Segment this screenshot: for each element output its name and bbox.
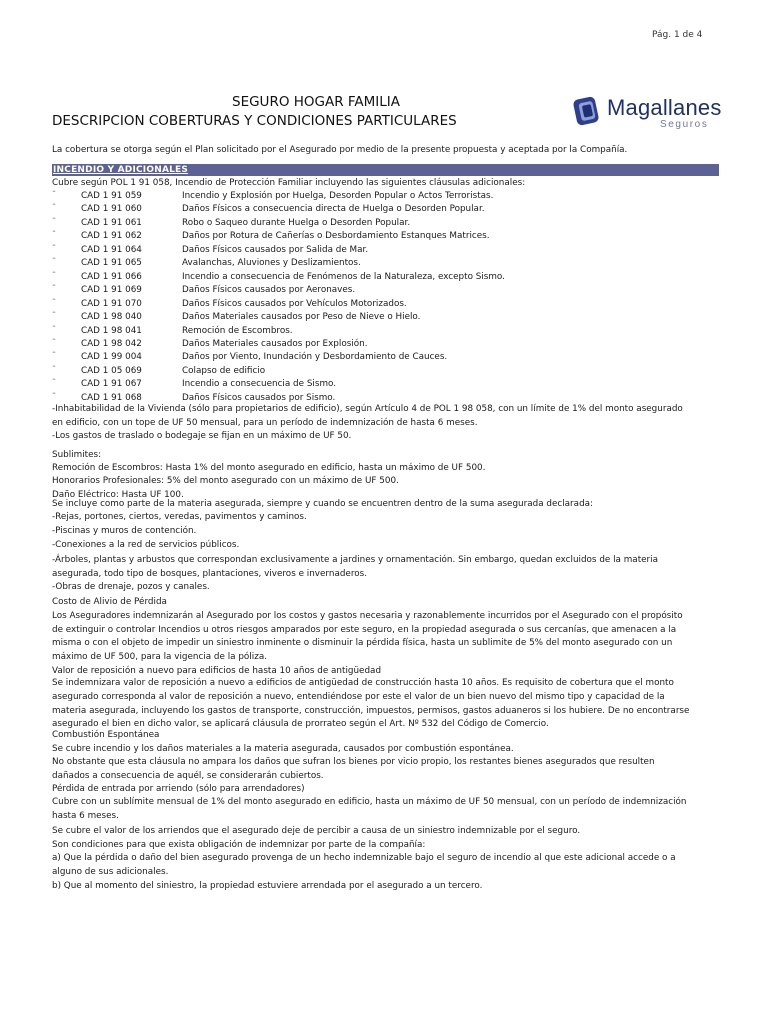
- clause-description: Avalanchas, Aluviones y Deslizamientos.: [182, 258, 361, 269]
- clause-code: CAD 1 98 042: [81, 338, 142, 349]
- bullet-icon: ¨: [52, 203, 56, 213]
- body-line: -Inhabitabilidad de la Vivienda (sólo para propietarios de edificio), según Artículo 4 de POL 1 98 058, con un límite de 1% del monto asegurado: [52, 404, 683, 414]
- body-line: Honorarios Profesionales: 5% del monto asegurado con un máximo de UF 500.: [52, 476, 399, 486]
- body-line: materia asegurada, incluyendo los gastos de transporte, construcción, impuestos, permisos, gastos aduaneros si los hubiere. De no encontrarse: [52, 706, 690, 716]
- body-line: Valor de reposición a nuevo para edificios de hasta 10 años de antigüedad: [52, 666, 382, 676]
- body-line: misma o con el objeto de impedir un siniestro inminente o disminuir la pérdida física, hasta un sublimite de 5% del monto asegurado con un: [52, 638, 673, 648]
- body-line: No obstante que esta cláusula no ampara los daños que sufran los bienes por vicio propio, los restantes bienes asegurados que resulten: [52, 757, 655, 767]
- clause-description: Incendio a consecuencia de Fenómenos de la Naturaleza, excepto Sismo.: [182, 271, 505, 282]
- clause-code: CAD 1 91 062: [81, 231, 142, 242]
- body-line: asegurado corresponda al valor de reposición a nuevo, entendiéndose por este el valor de un bien nuevo del mismo tipo y capacidad de la: [52, 692, 665, 702]
- body-line: máximo de UF 500, para la vigencia de la póliza.: [52, 652, 268, 662]
- bullet-icon: ¨: [52, 324, 56, 334]
- bullet-icon: ¨: [52, 297, 56, 307]
- clause-description: Daños Físicos causados por Salida de Mar.: [182, 244, 369, 255]
- clause-description: Daños Físicos a consecuencia directa de Huelga o Desorden Popular.: [182, 204, 485, 215]
- bullet-icon: ¨: [52, 351, 56, 361]
- clause-code: CAD 1 91 065: [81, 258, 142, 269]
- body-line: a) Que la pérdida o daño del bien asegurado provenga de un hecho indemnizable bajo el seguro de incendio al que este adicional accede o a: [52, 853, 676, 863]
- clause-description: Daños Materiales causados por Explosión.: [182, 338, 368, 349]
- clause-code: CAD 1 98 041: [81, 325, 142, 336]
- clause-description: Colapso de edificio: [182, 365, 266, 376]
- clause-code: CAD 1 91 059: [81, 191, 142, 201]
- magallanes-logo-icon: [572, 95, 602, 129]
- clause-code: CAD 1 98 040: [81, 312, 142, 323]
- body-line: b) Que al momento del siniestro, la propiedad estuviere arrendada por el asegurado a un tercero.: [52, 881, 483, 891]
- clause-description: Daños Físicos causados por Sismo.: [182, 392, 336, 403]
- logo-name: Magallanes: [607, 95, 722, 120]
- clause-code: CAD 1 91 068: [81, 392, 142, 403]
- body-line: -Los gastos de traslado o bodegaje se fijan en un máximo de UF 50.: [52, 431, 352, 441]
- body-line: hasta 6 meses.: [52, 811, 119, 821]
- body-line: Se cubre incendio y los daños materiales a la materia asegurada, causados por combustión espontánea.: [52, 744, 514, 754]
- clause-description: Daños Físicos causados por Aeronaves.: [182, 285, 356, 296]
- clause-description: Robo o Saqueo durante Huelga o Desorden Popular.: [182, 217, 411, 228]
- bullet-icon: ¨: [52, 337, 56, 347]
- intro-text: La cobertura se otorga según el Plan solicitado por el Asegurado por medio de la presente propuesta y aceptada por la Compañía.: [52, 145, 628, 155]
- bullet-icon: ¨: [52, 284, 56, 294]
- clause-code: CAD 1 91 066: [81, 271, 142, 282]
- body-line: -Conexiones a la red de servicios públicos.: [52, 540, 240, 550]
- body-line: en edificio, con un tope de UF 50 mensual, para un período de indemnización de hasta 6 meses.: [52, 418, 478, 428]
- clause-description: Incendio y Explosión por Huelga, Desorden Popular o Actos Terroristas.: [182, 191, 494, 201]
- body-line: Daño Eléctrico: Hasta UF 100.: [52, 490, 184, 500]
- body-line: -Obras de drenaje, pozos y canales.: [52, 582, 210, 592]
- body-line: Son condiciones para que exista obligación de indemnizar por parte de la compañía:: [52, 840, 426, 850]
- body-line: -Árboles, plantas y arbustos que correspondan exclusivamente a jardines y ornamentación. Sin embargo, quedan excluidos de la materia: [52, 555, 659, 565]
- logo-subtitle: Seguros: [660, 119, 709, 130]
- clause-description: Daños Materiales causados por Peso de Nieve o Hielo.: [182, 312, 421, 323]
- body-line: Se indemnizara valor de reposición a nuevo a edificios de antigüedad de construcción hasta 10 años. Es requisito de cobertura que el monto: [52, 678, 674, 688]
- body-line: Los Aseguradores indemnizarán al Asegurado por los costos y gastos necesaria y razonablemente incurridos por el Asegurado con el propósito: [52, 611, 683, 621]
- document-subtitle: DESCRIPCION COBERTURAS Y CONDICIONES PARTICULARES: [52, 113, 457, 129]
- bullet-icon: ¨: [52, 190, 56, 199]
- body-line: Cubre con un sublímite mensual de 1% del monto asegurado en edificio, hasta un máximo de UF 50 mensual, con un período de indemnización: [52, 797, 687, 807]
- clause-description: Daños por Rotura de Cañerías o Desbordamiento Estanques Matrices.: [182, 231, 490, 242]
- body-line: de extinguir o controlar Incendios u otros riesgos amparados por este seguro, en la propiedad asegurada o sus cercanías, que amenacen a la: [52, 625, 677, 635]
- clause-code: CAD 1 91 061: [81, 217, 142, 228]
- bullet-icon: ¨: [52, 391, 56, 401]
- bullet-icon: ¨: [52, 230, 56, 240]
- body-line: asegurado el bien en dicho valor, se aplicará cláusula de prorrateo según el Art. Nº 532 del Código de Comercio.: [52, 719, 549, 729]
- body-line: -Piscinas y muros de contención.: [52, 526, 197, 536]
- body-line: Combustión Espontánea: [52, 730, 160, 740]
- clause-code: CAD 1 05 069: [81, 365, 142, 376]
- clause-description: Remoción de Escombros.: [182, 325, 293, 336]
- clause-description: Daños Físicos causados por Vehículos Motorizados.: [182, 298, 407, 309]
- cover-line: Cubre según POL 1 91 058, Incendio de Protección Familiar incluyendo las siguientes cláusulas adicionales:: [52, 178, 526, 188]
- page-number: Pág. 1 de 4: [652, 30, 703, 40]
- clause-code: CAD 1 91 060: [81, 204, 142, 215]
- section-header-label: INCENDIO Y ADICIONALES: [53, 165, 189, 175]
- bullet-icon: ¨: [52, 257, 56, 267]
- bullet-icon: ¨: [52, 378, 56, 388]
- clause-description: Incendio a consecuencia de Sismo.: [182, 379, 337, 390]
- bullet-icon: ¨: [52, 311, 56, 321]
- clause-code: CAD 1 91 070: [81, 298, 142, 309]
- section-header: [52, 164, 719, 176]
- body-line: Sublimites:: [52, 450, 102, 460]
- bullet-icon: ¨: [52, 364, 56, 374]
- body-line: Pérdida de entrada por arriendo (sólo para arrendadores): [52, 784, 305, 794]
- body-line: Se cubre el valor de los arriendos que el asegurado deje de percibir a causa de un siniestro indemnizable por el seguro.: [52, 826, 581, 836]
- bullet-icon: ¨: [52, 216, 56, 226]
- body-line: -Rejas, portones, ciertos, veredas, pavimentos y caminos.: [52, 512, 307, 522]
- clause-code: CAD 1 91 069: [81, 285, 142, 296]
- body-line: alguno de sus adicionales.: [52, 867, 169, 877]
- company-logo: [572, 95, 722, 135]
- clause-code: CAD 1 91 064: [81, 244, 142, 255]
- body-line: dañados a consecuencia de aquél, se considerarán cubiertos.: [52, 771, 324, 781]
- bullet-icon: ¨: [52, 270, 56, 280]
- clause-description: Daños por Viento, Inundación y Desbordamiento de Cauces.: [182, 352, 448, 363]
- clause-code: CAD 1 99 004: [81, 352, 142, 363]
- bullet-icon: ¨: [52, 243, 56, 253]
- document-title: SEGURO HOGAR FAMILIA: [232, 94, 401, 110]
- body-line: Se incluye como parte de la materia asegurada, siempre y cuando se encuentren dentro de la suma asegurada declarada:: [52, 499, 594, 509]
- clause-code: CAD 1 91 067: [81, 379, 142, 390]
- body-line: asegurada, todo tipo de bosques, plantaciones, viveros e invernaderos.: [52, 569, 368, 579]
- body-line: Costo de Alivio de Pérdida: [52, 597, 167, 607]
- body-line: Remoción de Escombros: Hasta 1% del monto asegurado en edificio, hasta un máximo de UF 500.: [52, 463, 486, 473]
